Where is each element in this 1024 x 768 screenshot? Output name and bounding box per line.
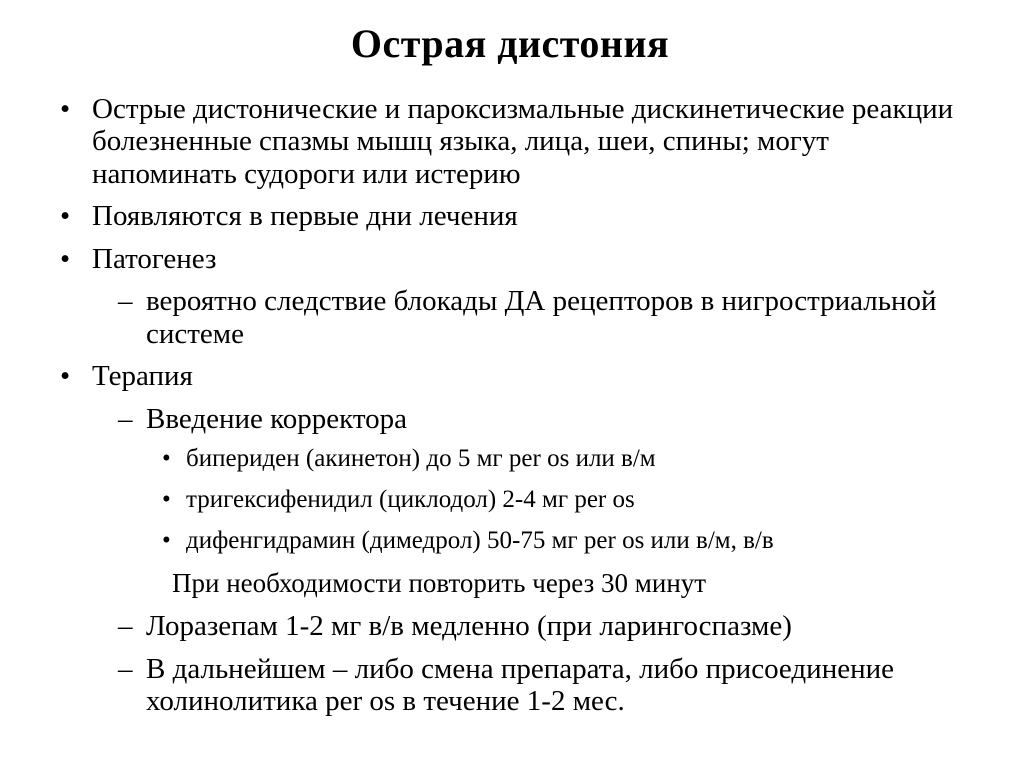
list-item-text: При необходимости повторить через 30 минут xyxy=(172,568,707,599)
list-item-text: дифенгидрамин (димедрол) 50-75 мг per os или в/м, в/в xyxy=(186,527,774,555)
list-item xyxy=(40,653,980,718)
bullet-marker: • xyxy=(162,445,171,473)
list-item-text: Патогенез xyxy=(92,242,217,275)
list-item xyxy=(40,360,980,392)
list-item-text: Введение корректора xyxy=(146,402,407,435)
dash-marker: – xyxy=(118,610,133,643)
list-item-text: Терапия xyxy=(92,360,193,393)
list-item-text: Лоразепам 1-2 мг в/в медленно (при ларингоспазме) xyxy=(146,610,792,643)
list-item-text: бипериден (акинетон) до 5 мг per os или в/м xyxy=(186,445,656,473)
list-item-note xyxy=(40,568,980,598)
list-item-text: тригексифенидил (циклодол) 2-4 мг per os xyxy=(186,486,635,514)
list-item xyxy=(40,610,980,642)
list-item-text: В дальнейшем – либо смена препарата, либо присоединение холинолитика per os в течение 1-2 мес. xyxy=(146,652,894,718)
bullet-marker: • xyxy=(162,527,171,555)
list-item-text: Появляются в первые дни лечения xyxy=(92,200,518,233)
bullet-marker: • xyxy=(60,200,71,233)
list-item xyxy=(40,93,980,190)
dash-marker: – xyxy=(118,402,133,435)
list-item xyxy=(40,445,980,473)
bullet-marker: • xyxy=(60,93,71,125)
bullet-marker: • xyxy=(60,360,71,393)
dash-marker: – xyxy=(118,285,133,318)
list-item xyxy=(40,285,980,350)
list-item-text: Острые дистонические и пароксизмальные дискинетические реакции болезненные спазмы мышц языка, лица, шеи, спины; могут напоминать судороги или истерию xyxy=(92,93,954,190)
bullet-marker: • xyxy=(60,242,71,275)
list-item xyxy=(40,243,980,275)
bullet-marker: • xyxy=(162,486,171,514)
list-item xyxy=(40,403,980,435)
list-item-text: вероятно следствие блокады ДА рецепторов в нигростриальной системе xyxy=(146,285,937,350)
list-item xyxy=(40,200,980,232)
list-item xyxy=(40,486,980,514)
list-item xyxy=(40,527,980,555)
dash-marker: – xyxy=(118,652,133,685)
slide-title: Острая дистония xyxy=(350,21,670,66)
